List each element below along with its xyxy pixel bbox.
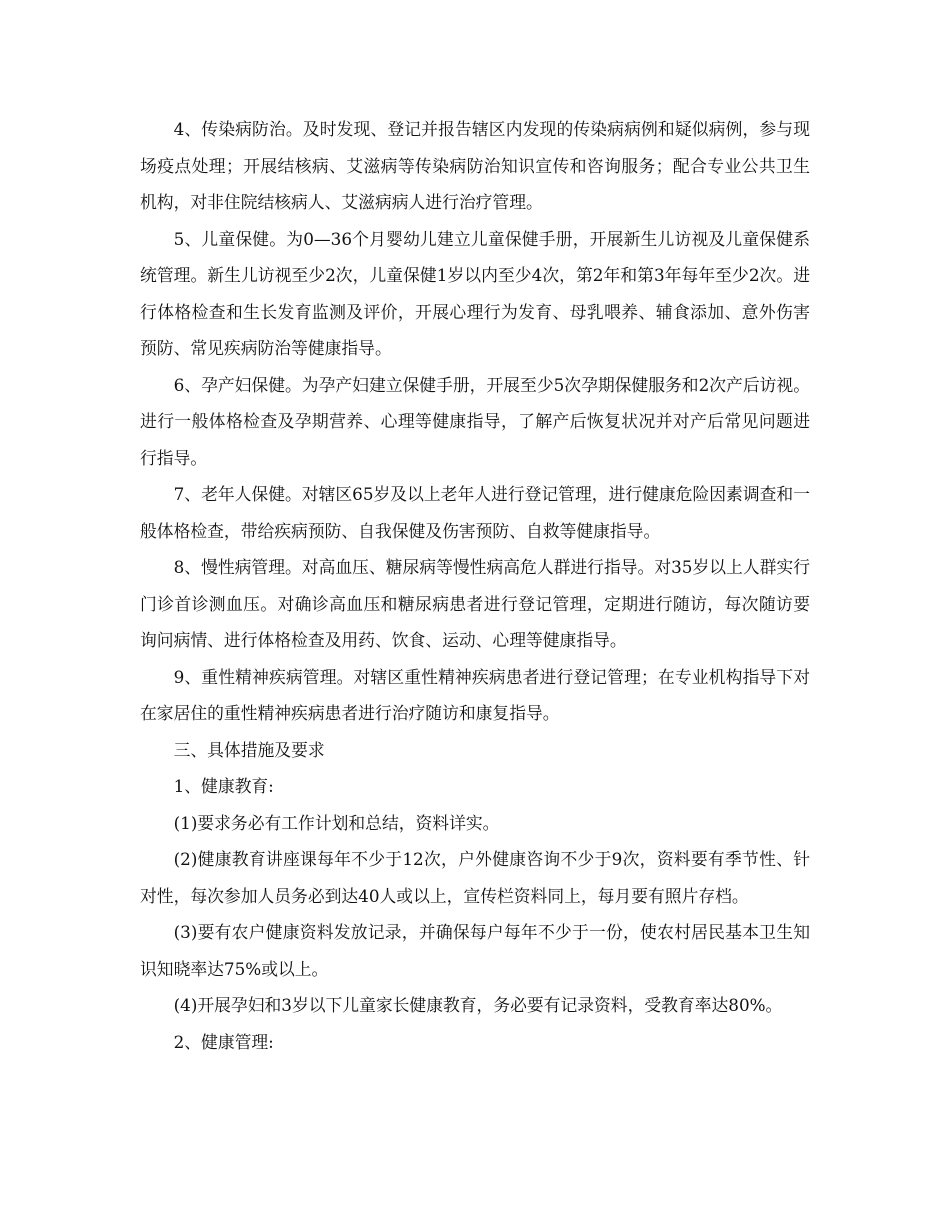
paragraph-maternal-health: 6、孕产妇保健。为孕产妇建立保健手册，开展至少5次孕期保健服务和2次产后访视。进行一般体格检查及孕期营养、心理等健康指导，了解产后恢复状况并对产后常见问题进行指导。 xyxy=(140,374,810,468)
list-item-lectures: (2)健康教育讲座课每年不少于12次，户外健康咨询不少于9次，资料要有季节性、针对性，每次参加人员务必到达40人或以上，宣传栏资料同上，每月要有照片存档。 xyxy=(140,849,810,906)
paragraph-elderly-health: 7、老年人保健。对辖区65岁及以上老年人进行登记管理，进行健康危险因素调查和一般体格检查，带给疾病预防、自我保健及伤害预防、自救等健康指导。 xyxy=(140,484,810,541)
list-item-parent-education: (4)开展孕妇和3岁以下儿童家长健康教育，务必要有记录资料，受教育率达80%。 xyxy=(173,995,783,1015)
paragraph-infectious-disease: 4、传染病防治。及时发现、登记并报告辖区内发现的传染病病例和疑似病例，参与现场疫点处理；开展结核病、艾滋病等传染病防治知识宣传和咨询服务；配合专业公共卫生机构，对非住院结核病人、艾滋病病人进行治疗管理。 xyxy=(140,119,810,212)
document-body xyxy=(140,111,810,1060)
section-heading-measures: 三、具体措施及要求 xyxy=(173,739,325,760)
subheading-health-management: 2、健康管理: xyxy=(173,1031,274,1052)
paragraph-chronic-disease: 8、慢性病管理。对高血压、糖尿病等慢性病高危人群进行指导。对35岁以上人群实行门诊首诊测血压。对确诊高血压和糖尿病患者进行登记管理，定期进行随访，每次随访要询问病情、进行体格检查及用药、饮食、运动、心理等健康指导。 xyxy=(140,557,810,650)
list-item-household-materials: (3)要有农户健康资料发放记录，并确保每户每年不少于一份，使农村居民基本卫生知识知晓率达75%或以上。 xyxy=(140,922,810,979)
list-item-work-plan: (1)要求务必有工作计划和总结，资料详实。 xyxy=(173,812,500,833)
paragraph-child-health: 5、儿童保健。为0—36个月婴幼儿建立儿童保健手册，开展新生儿访视及儿童保健系统管理。新生儿访视至少2次，儿童保健1岁以内至少4次，第2年和第3年每年至少2次。进行体格检查和生长发育监测及评价，开展心理行为发育、母乳喂养、辅食添加、意外伤害预防、常见疾病防治等健康指导。 xyxy=(140,228,810,358)
subheading-health-education: 1、健康教育: xyxy=(173,776,274,796)
paragraph-mental-illness: 9、重性精神疾病管理。对辖区重性精神疾病患者进行登记管理；在专业机构指导下对在家居住的重性精神疾病患者进行治疗随访和康复指导。 xyxy=(140,666,810,723)
